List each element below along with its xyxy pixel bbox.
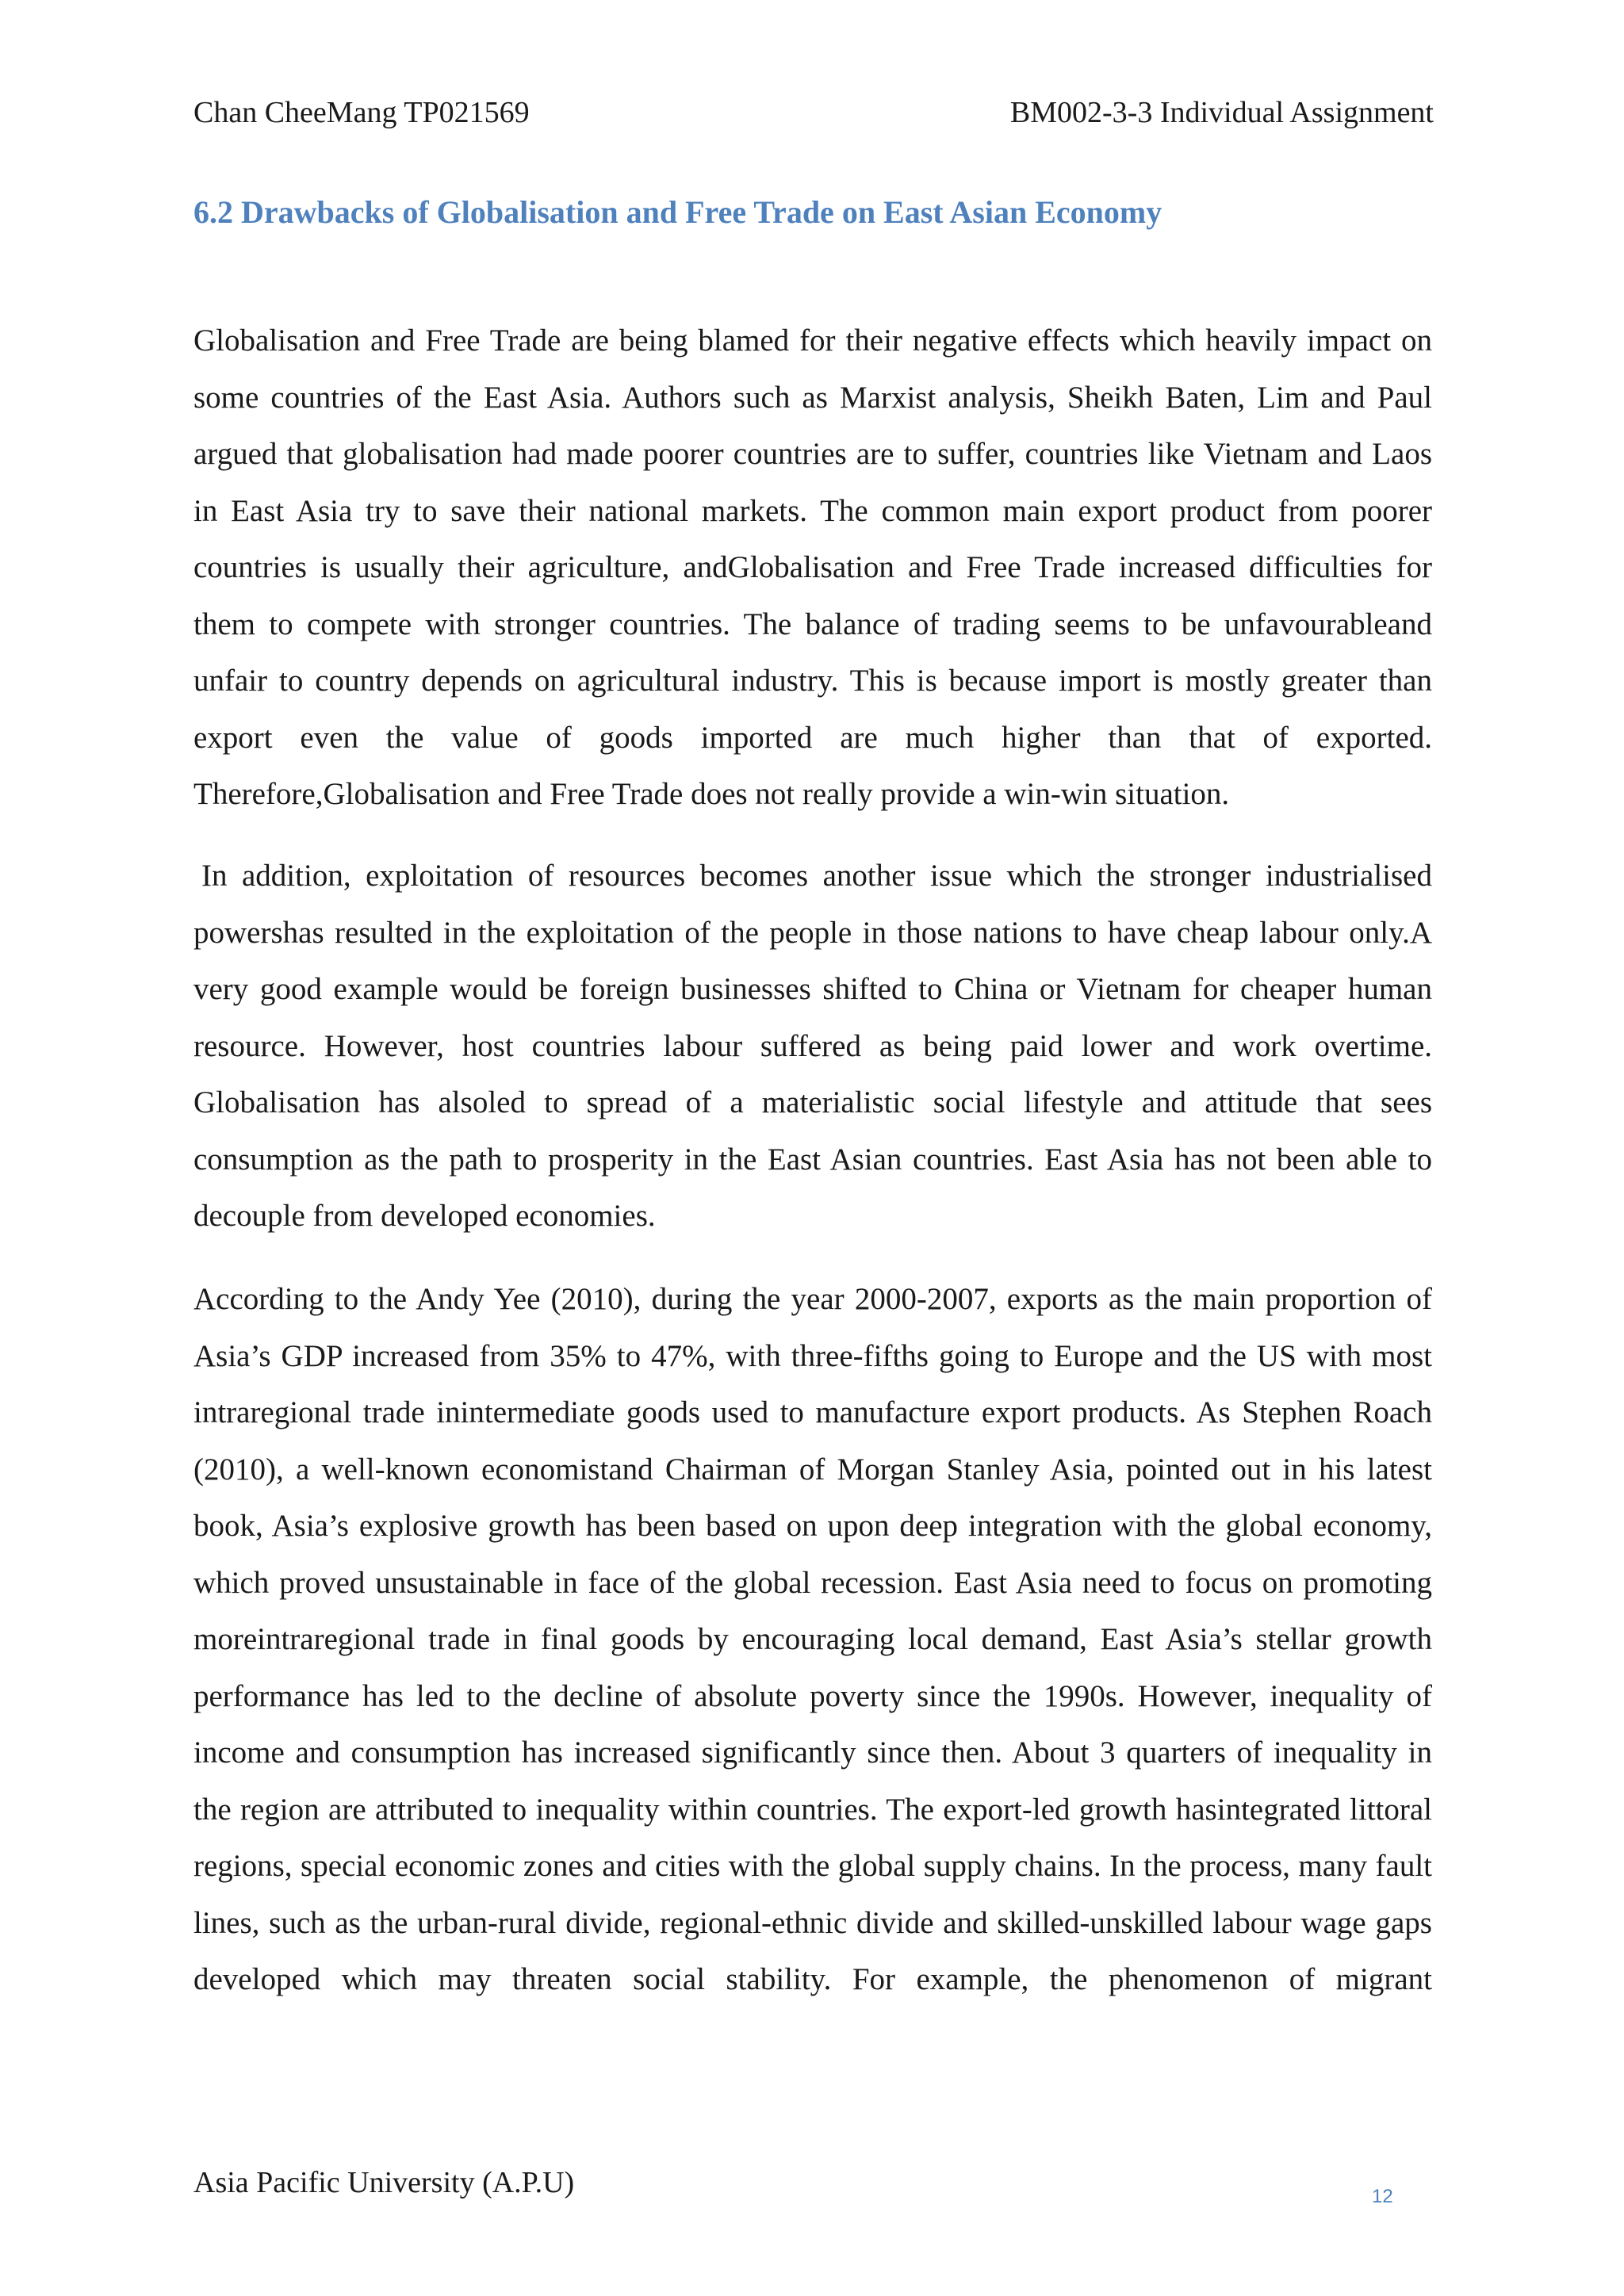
header-assignment: BM002-3-3 Individual Assignment bbox=[1009, 96, 1434, 129]
body-paragraph-2: In addition, exploitation of resources becomes another issue which the stronger industrialised powershas resulted in the exploitation of the people in those nations to have cheap labour only.A very good example would be foreign businesses shifted to China or Vietnam for cheaper human resource. However, host countries labour suffered as being paid lower and work overtime. Globalisation has alsoled to spread of a materialistic social lifestyle and attitude that sees consumption as the path to prosperity in the East Asian countries. East Asia has not been able to decouple from developed economies. bbox=[193, 859, 1432, 1233]
body-paragraph-3: According to the Andy Yee (2010), during the year 2000-2007, exports as the main proportion of Asia’s GDP increased from 35% to 47%, with three-fifths going to Europe and the US with most intraregional trade inintermediate goods used to manufacture export products. As Stephen Roach (2010), a well-known economistand Chairman of Morgan Stanley Asia, pointed out in his latest book, Asia’s explosive growth has been based on upon deep integration with the global economy, which proved unsustainable in face of the global recession. East Asia need to focus on promoting moreintraregional trade in final goods by encouraging local demand, East Asia’s stellar growth performance has led to the decline of absolute poverty since the 1990s. However, inequality of income and consumption has increased significantly since then. About 3 quarters of inequality in the region are attributed to inequality within countries. The export-led growth hasintegrated littoral regions, special economic zones and cities with the global supply chains. In the process, many fault lines, such as the urban-rural divide, regional-ethnic divide and skilled-unskilled labour wage gaps developed which may threaten social stability. For example, the phenomenon of migrant bbox=[193, 1282, 1432, 1996]
page-number: 12 bbox=[1372, 2186, 1393, 2207]
header-author: Chan CheeMang TP021569 bbox=[193, 96, 530, 129]
section-title: 6.2 Drawbacks of Globalisation and Free Trade on East Asian Economy bbox=[193, 194, 1162, 230]
footer-institution: Asia Pacific University (A.P.U) bbox=[193, 2166, 575, 2199]
body-paragraph-1: Globalisation and Free Trade are being blamed for their negative effects which heavily impact on some countries of the East Asia. Authors such as Marxist analysis, Sheikh Baten, Lim and Paul argued that globalisation had made poorer countries are to suffer, countries like Vietnam and Laos in East Asia try to save their national markets. The common main export product from poorer countries is usually their agriculture, andGlobalisation and Free Trade increased difficulties for them to compete with stronger countries. The balance of trading seems to be unfavourableand unfair to country depends on agricultural industry. This is because import is mostly greater than export even the value of goods imported are much higher than that of exported. Therefore,Globalisation and Free Trade does not really provide a win-win situation. bbox=[193, 323, 1432, 811]
